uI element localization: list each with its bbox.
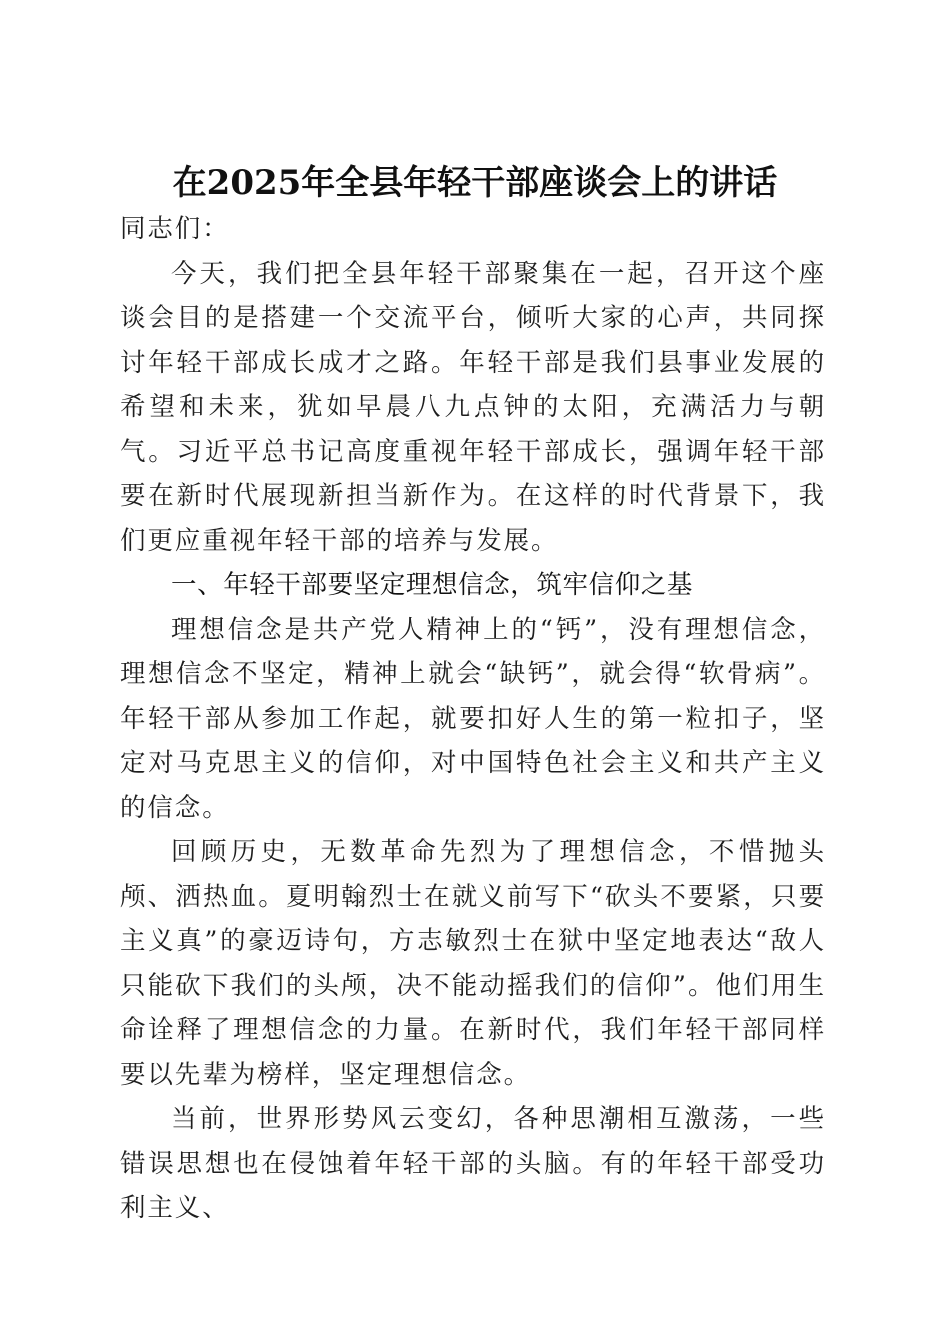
document-title: 在2025年全县年轻干部座谈会上的讲话: [172, 162, 778, 203]
section-heading: 一、年轻干部要坚定理想信念，筑牢信仰之基: [171, 570, 694, 600]
section-paragraph: 当前，世界形势风云变幻，各种思潮相互激荡，一些错误思想也在侵蚀着年轻干部的头脑。有的年轻干部受功利主义、: [120, 1104, 826, 1223]
greeting: 同志们：: [120, 214, 230, 244]
document-body: [120, 207, 826, 1231]
section-paragraph: 回顾历史，无数革命先烈为了理想信念，不惜抛头颅、洒热血。夏明翰烈士在就义前写下“砍头不要紧，只要主义真”的豪迈诗句，方志敏烈士在狱中坚定地表达“敌人只能砍下我们的头颅，决不能动摇我们的信仰”。他们用生命诠释了理想信念的力量。在新时代，我们年轻干部同样要以先辈为榜样，坚定理想信念。: [120, 837, 826, 1090]
section-paragraph: 理想信念是共产党人精神上的“钙”，没有理想信念，理想信念不坚定，精神上就会“缺钙”，就会得“软骨病”。年轻干部从参加工作起，就要扣好人生的第一粒扣子，坚定对马克思主义的信仰，对中国特色社会主义和共产主义的信念。: [120, 614, 826, 823]
intro-paragraph: 今天，我们把全县年轻干部聚集在一起，召开这个座谈会目的是搭建一个交流平台，倾听大家的心声，共同探讨年轻干部成长成才之路。年轻干部是我们县事业发展的希望和未来，犹如早晨八九点钟的太阳，充满活力与朝气。习近平总书记高度重视年轻干部成长，强调年轻干部要在新时代展现新担当新作为。在这样的时代背景下，我们更应重视年轻干部的培养与发展。: [120, 258, 826, 556]
